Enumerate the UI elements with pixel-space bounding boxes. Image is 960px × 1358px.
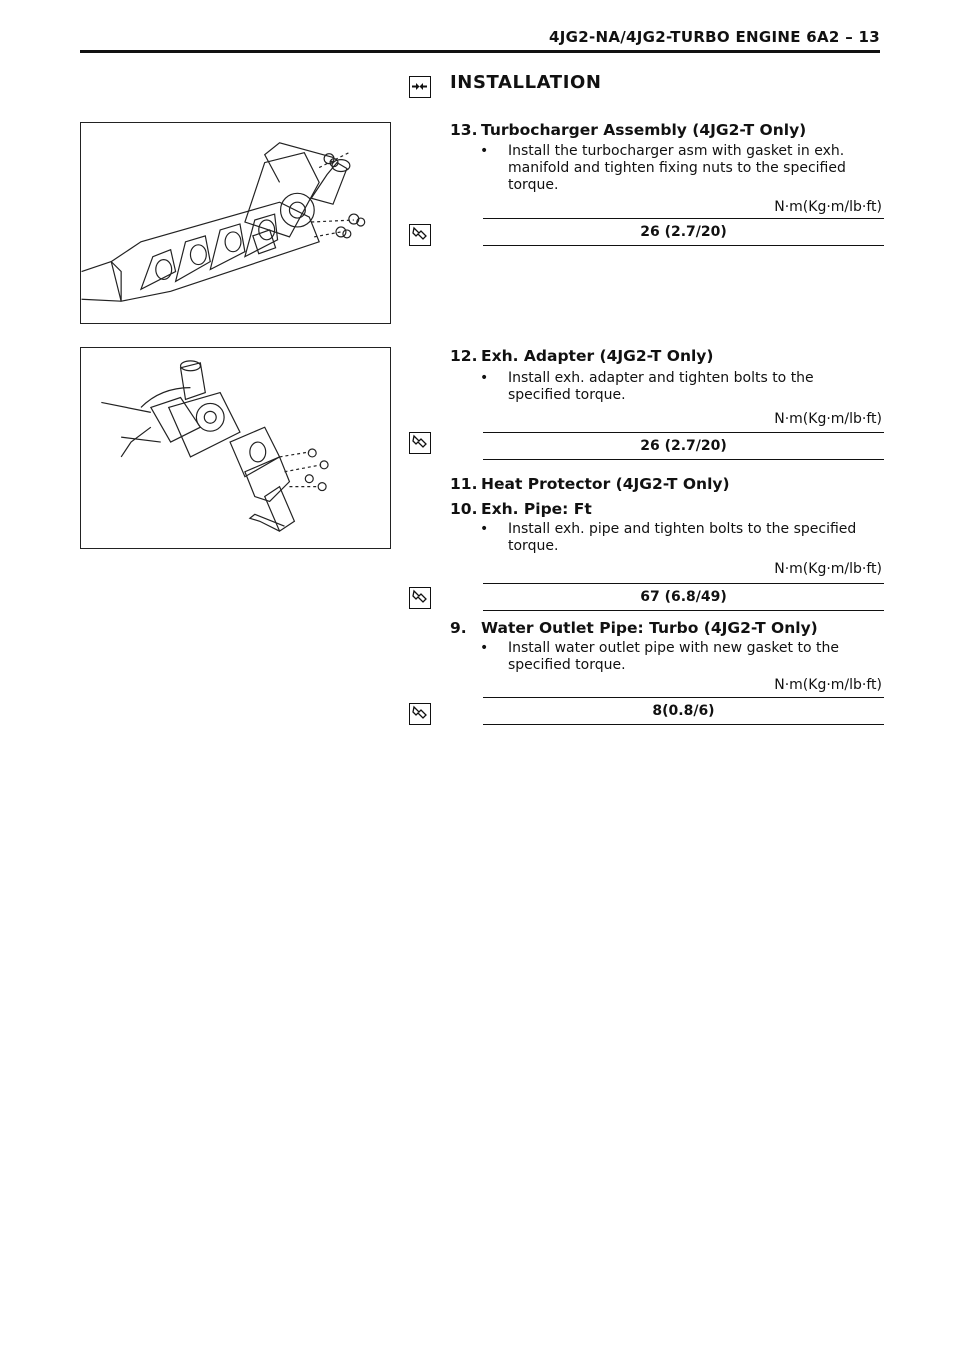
bullet-icon: •	[480, 640, 489, 656]
torque-value-table: 67 (6.8/49)	[483, 583, 884, 611]
step-9-heading	[450, 619, 818, 637]
bullet-icon: •	[480, 143, 489, 159]
torque-value-table: 26 (2.7/20)	[483, 218, 884, 246]
torque-wrench-icon	[409, 703, 431, 725]
instruction-text: Install exh. pipe and tighten bolts to the specified torque.	[508, 521, 857, 554]
instruction-text: Install exh. adapter and tighten bolts to the specified torque.	[508, 370, 814, 403]
step-title: Exh. Adapter (4JG2-T Only)	[481, 347, 714, 365]
section-title: INSTALLATION	[450, 72, 602, 93]
step-10-heading	[450, 500, 592, 518]
step-title: Turbocharger Assembly (4JG2-T Only)	[481, 121, 807, 139]
step-number: 9.	[450, 619, 467, 637]
step-11-heading	[450, 475, 730, 493]
page-header-title: 4JG2-NA/4JG2-TURBO ENGINE 6A2 – 13	[548, 28, 880, 46]
step-13-heading	[450, 121, 806, 139]
torque-wrench-icon	[409, 432, 431, 454]
bullet-icon: •	[480, 521, 489, 537]
step-10-instruction	[480, 521, 880, 555]
step-12-heading	[450, 347, 714, 365]
turbocharger-drawing	[81, 123, 390, 323]
torque-unit-label: N·m(Kg·m/lb·ft)	[774, 677, 882, 693]
torque-unit-label: N·m(Kg·m/lb·ft)	[774, 199, 882, 215]
exhaust-adapter-drawing	[81, 348, 390, 548]
torque-wrench-icon	[409, 587, 431, 609]
torque-value-table: 26 (2.7/20)	[483, 432, 884, 460]
torque-wrench-icon	[409, 224, 431, 246]
step-number: 12.	[450, 347, 478, 365]
step-12-instruction	[480, 370, 880, 404]
step-number: 10.	[450, 500, 478, 518]
torque-unit-label: N·m(Kg·m/lb·ft)	[774, 411, 882, 427]
turbocharger-installation-figure	[80, 122, 391, 324]
step-13-instruction	[480, 143, 880, 194]
step-number: 11.	[450, 475, 478, 493]
torque-value-table: 8(0.8/6)	[483, 697, 884, 725]
step-number: 13.	[450, 121, 478, 139]
step-title: Exh. Pipe: Ft	[481, 500, 592, 518]
header-divider	[80, 50, 880, 53]
step-9-instruction	[480, 640, 880, 674]
step-title: Heat Protector (4JG2-T Only)	[481, 475, 730, 493]
instruction-text: Install the turbocharger asm with gasket in exh. manifold and tighten fixing nuts to the specified torque.	[508, 143, 846, 193]
bullet-icon: •	[480, 370, 489, 386]
exhaust-adapter-installation-figure	[80, 347, 391, 549]
torque-unit-label: N·m(Kg·m/lb·ft)	[774, 561, 882, 577]
installation-arrows-icon	[409, 76, 431, 98]
step-title: Water Outlet Pipe: Turbo (4JG2-T Only)	[481, 619, 818, 637]
instruction-text: Install water outlet pipe with new gasket to the specified torque.	[508, 640, 839, 673]
